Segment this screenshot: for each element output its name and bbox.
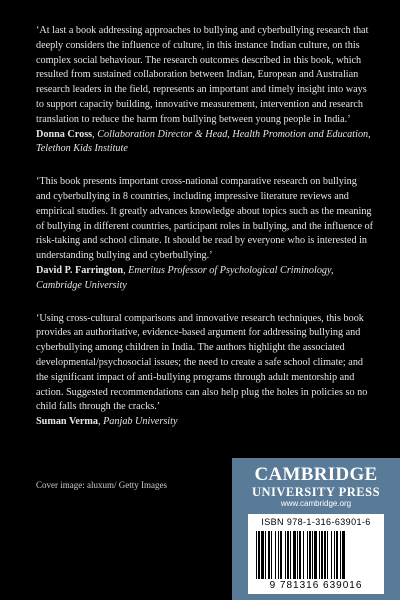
barcode-box [248, 514, 384, 594]
isbn-label: ISBN 978-1-316-63901-6 [261, 517, 371, 527]
barcode-bar [307, 531, 308, 579]
barcode-bar [258, 531, 260, 579]
barcode-bar [336, 531, 338, 579]
barcode-bar [293, 531, 296, 579]
endorsement-attribution: Suman Verma, Panjab University [36, 416, 178, 428]
back-cover-blurbs [36, 24, 374, 448]
barcode-bar [261, 531, 264, 579]
barcode-bar [299, 531, 301, 579]
endorsement-attribution: Donna Cross, Collaboration Director & Head, Health Promotion and Education, Telethon Kids Institute [36, 128, 371, 155]
endorsement-quote: ‘At last a book addressing approaches to bullying and cyberbullying research that deeply considers the influence of culture, in this instance Indian culture, on this complex social behaviour. The research outcomes described in this book, which resulted from sustained collaboration between Indian, European and Australian research leaders in the field, represents an important and timely insight into ways to support capacity building, innovative measurement, intervention and research translation to reduce the harm from bullying between young people in India.’ [36, 25, 369, 125]
endorser-name: David P. Farrington [36, 264, 124, 276]
barcode-bar [312, 531, 313, 579]
endorsement-quote: ‘Using cross-cultural comparisons and innovative research techniques, this book provides an authoritative, evidence-based argument for addressing bullying and cyberbullying among children in India. The authors highlight the associated developmental/psychosocial issues; the need to create a safe school climate; and the significant impact of anti-bullying programs through adult mentorship and action. Suggested recommendations can also help plug the holes in policies so no child falls through the cracks.’ [36, 312, 368, 413]
blurb-suman-verma [36, 312, 374, 430]
barcode-bar [268, 531, 270, 579]
barcode-bar [275, 531, 276, 579]
blurb-donna-cross [36, 24, 374, 157]
endorsement-quote: ‘This book presents important cross-national comparative research on bullying and cyberbullying in 8 countries, including impressive literature reviews and empirical studies. It greatly advances knowledge about topics such as the meaning of bullying in different countries, participant roles in bullying, and the influence of risk-taking and school climate. It should be read by everyone who is interested in understanding bullying and cyberbullying.’ [36, 176, 374, 262]
endorser-name: Suman Verma [36, 416, 98, 428]
publisher-url: www.cambridge.org [280, 499, 352, 508]
endorser-role: Emeritus Professor of Psychological Criminology, Cambridge University [36, 264, 334, 291]
barcode-bar [285, 531, 286, 579]
barcode-bar [309, 531, 311, 579]
barcode-bar [331, 531, 332, 579]
endorser-role: Collaboration Director & Head, Health Promotion and Education, Telethon Kids Institute [36, 128, 371, 155]
barcode-bar [324, 531, 326, 579]
barcode-bar [303, 531, 304, 579]
endorsement-attribution: David P. Farrington, Emeritus Professor of Psychological Criminology, Cambridge University [36, 264, 334, 291]
barcode-bar [321, 531, 323, 579]
barcode-bar [327, 531, 328, 579]
publisher-panel [232, 458, 400, 600]
endorser-name: Donna Cross [36, 128, 93, 140]
barcode-icon [254, 531, 378, 579]
barcode-bar [297, 531, 298, 579]
barcode-bar [265, 531, 266, 579]
blurb-david-farrington [36, 175, 374, 293]
barcode-bar [271, 531, 272, 579]
barcode-bar [342, 531, 345, 579]
barcode-bar [334, 531, 335, 579]
barcode-bar [290, 531, 291, 579]
barcode-bar [256, 531, 257, 579]
barcode-bar [280, 531, 282, 579]
publisher-press-text: UNIVERSITY PRESS [251, 485, 381, 499]
cover-image-credit: Cover image: aluxum/ Getty Images [36, 480, 167, 490]
barcode-bar [319, 531, 320, 579]
barcode-bar [278, 531, 279, 579]
barcode-bar [287, 531, 289, 579]
barcode-bar [340, 531, 341, 579]
barcode-bar [314, 531, 317, 579]
endorser-role: Panjab University [103, 416, 178, 428]
barcode-digits: 9 781316 639016 [269, 580, 363, 591]
publisher-logo-text: CAMBRIDGE [254, 464, 378, 485]
